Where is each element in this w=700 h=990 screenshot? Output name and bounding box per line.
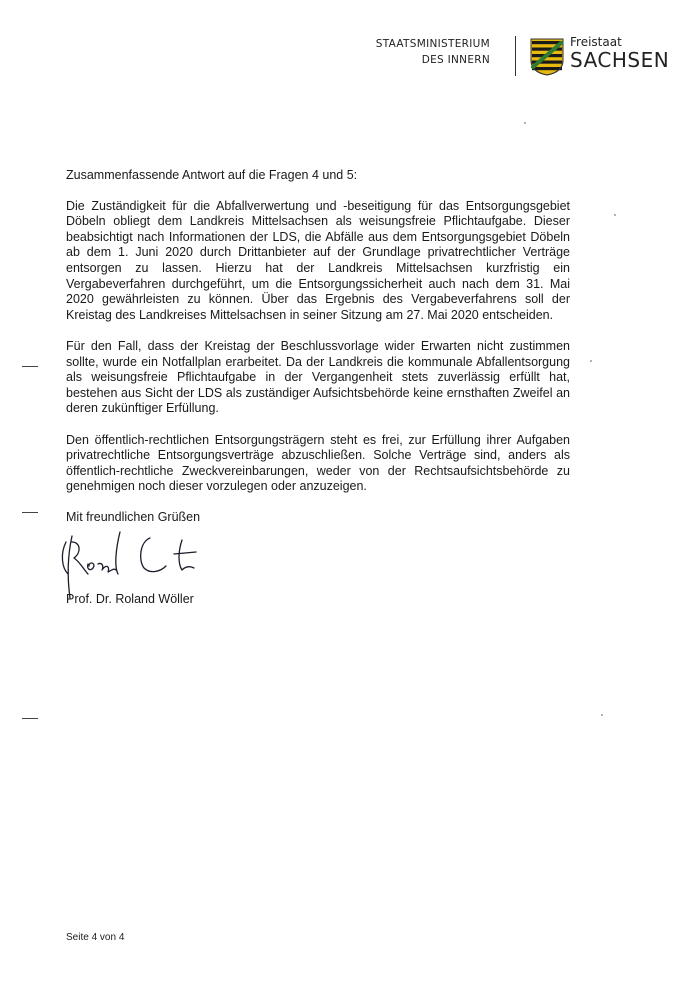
ministry-line-1: STAATSMINISTERIUM [375, 38, 490, 50]
fold-mark-top [22, 366, 38, 367]
saxony-crest-icon [530, 38, 564, 76]
ministry-line-2: DES INNERN [421, 54, 490, 66]
closing-salutation: Mit freundlichen Grüßen [66, 510, 201, 525]
page-number: Seite 4 von 4 [66, 932, 125, 943]
state-name-small: Freistaat [570, 35, 622, 49]
letterhead-divider [515, 36, 516, 76]
letter-body [66, 168, 570, 608]
paragraph-emergency-plan: Für den Fall, dass der Kreistag der Beschlussvorlage wider Erwarten nicht zustimmen sollte, wurde ein Notfallplan erarbeitet. Da der Landkreis die kommunale Abfallentsorgung als weisungsfreie Pflichtaufgabe in der Vergangenheit stets zuverlässig erfüllt hat, bestehen aus Sicht der LDS als zuständiger Aufsichtsbehörde keine ernsthaften Zweifel an deren zukünftiger Erfüllung. [66, 338, 570, 416]
punch-mark [22, 512, 38, 513]
letter-heading: Zusammenfassende Antwort auf die Fragen 4 und 5: [66, 168, 358, 182]
crest-stripe [532, 67, 562, 70]
handwritten-signature [58, 528, 238, 600]
paragraph-responsibility: Die Zuständigkeit für die Abfallverwertung und -beseitigung für das Entsorgungsgebiet Döbeln obliegt dem Landkreis Mittelsachsen als weisungsfreie Pflichtaufgabe. Dieser beabsichtigt nach Informationen der LDS, die Abfälle aus dem Entsorgungsgebiet Döbeln ab dem 1. Juni 2020 durch Drittanbieter auf der Grundlage privatrechtlicher Verträge entsorgen zu lassen. Hierzu hat der Landkreis Mittelsachsen kurzfristig ein Vergabeverfahren durchgeführt, um die Entsorgungssicherheit auch nach dem 31. Mai 2020 gewährleisten zu können. Über das Ergebnis des Vergabeverfahrens soll der Kreistag des Landkreises Mittelsachsen in seiner Sitzung am 27. Mai 2020 entscheiden. [66, 198, 570, 322]
ministry-name [376, 36, 490, 68]
scan-speck [524, 122, 526, 124]
fold-mark-bottom [22, 718, 38, 719]
scan-speck [590, 360, 592, 362]
signer-name: Prof. Dr. Roland Wöller [66, 592, 194, 607]
paragraph-private-contracts: Den öffentlich-rechtlichen Entsorgungsträgern steht es frei, zur Erfüllung ihrer Aufgaben privatrechtliche Entsorgungsverträge abzuschließen. Solche Verträge sind, anders als öffentlich-rechtliche Zweckvereinbarungen, weder von der Rechtsaufsichtsbehörde zu genehmigen noch dieser vorzulegen oder anzuzeigen. [66, 432, 570, 494]
state-name-large: SACHSEN [570, 48, 670, 72]
scan-speck [601, 714, 603, 716]
letterhead [375, 35, 680, 82]
scan-speck [614, 214, 616, 216]
